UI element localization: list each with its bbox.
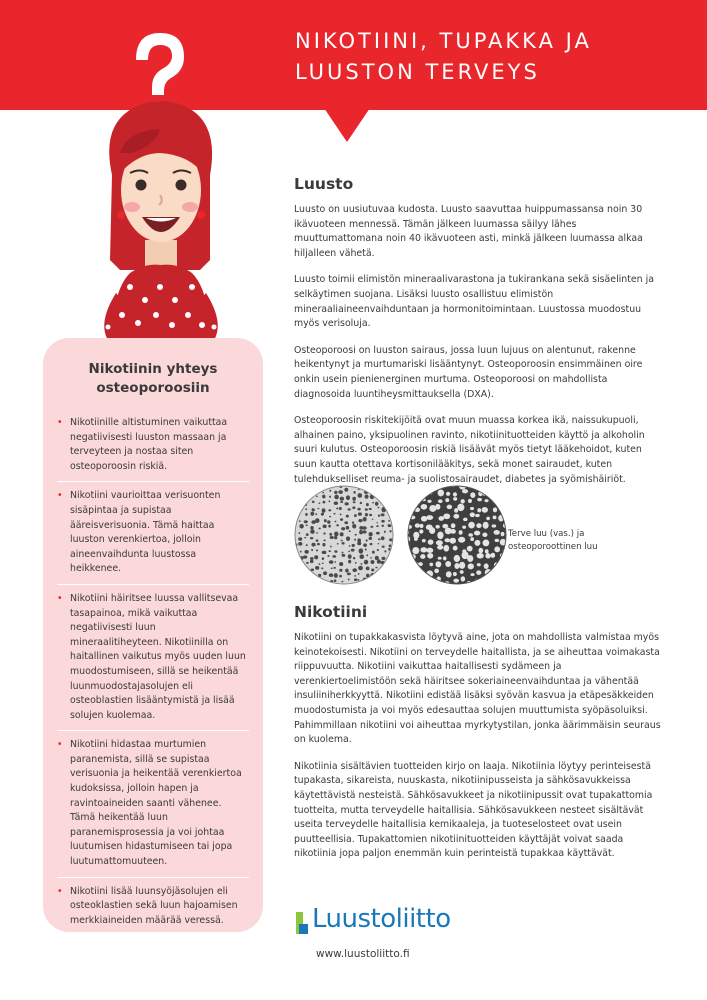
paragraph: Luusto toimii elimistön mineraalivarastona ja tukirankana sekä sisäelinten ja selkäytimen suojana. Lisäksi luusto osallistuu elimistön mineraaliaineenvaihduntaan ja hormonitoimintaan. Luustossa muodostuu myös verisoluja. [294, 274, 654, 330]
paragraph: Luusto on uusiutuvaa kudosta. Luusto saavuttaa huippumassansa noin 30 ikävuoteen mennessä. Tämän jälkeen luumassa säilyy lähes muuttumattomana noin 40 ikävuoteen asti, minkä jälkeen luumassa alkaa hiljalleen vähetä. [294, 204, 643, 259]
figure-caption: Terve luu (vas.) ja osteoporoottinen luu [508, 529, 598, 552]
section-heading: Luusto [294, 175, 354, 193]
paragraph: Osteoporoosi on luuston sairaus, jossa luun lujuus on alentunut, rakenne heikentynyt ja murtumariski lisääntynyt. Osteoporoosin ensimmäinen oire onkin usein pienienerginen murtuma. Osteoporoosi on mahdollista diagnosoida luuntiheysmittauksella (DXA). [294, 344, 643, 400]
sidebar-list [57, 416, 249, 928]
paragraph: Osteoporoosin riskitekijöitä ovat muun muassa korkea ikä, naissukupuoli, alhainen paino, yksipuolinen ravinto, nikotiinituotteiden käyttö ja alkoholin suuri kulutus. Osteoporoosin riskiä lisäävät myös tietyt lääkehoidot, kuten suun kautta otettava kortisonilääkitys, sekä monet sairaudet, kuten tulehdukselliset reuma- ja suolistosairaudet, diabetes ja syömishäiriöt. [294, 415, 645, 485]
list-item: • Nikotiini häiritsee luussa vallitsevaa tasapainoa, mikä vaikuttaa negatiivisesti luun mineraalitiheyteen. Nikotiinilla on haitallinen vaikutus myös uuden luun muodostumiseen, sillä se heikentää luunmuodostajasolujen eli osteoblastien lisääntymistä ja lisää solujen kuolemaa. [57, 584, 249, 723]
section-heading: Nikotiini [294, 603, 368, 621]
list-item: • Nikotiini lisää luunsyöjäsolujen eli osteoklastien sekä luun hajoamisen merkkiaineiden määrää veressä. [57, 877, 249, 929]
title-line-1: NIKOTIINI, TUPAKKA JA [295, 29, 592, 53]
luustoliitto-logo-mark [294, 904, 312, 936]
luustoliitto-logo: Luustoliitto [312, 904, 451, 934]
list-item: • Nikotiini hidastaa murtumien paranemista, sillä se supistaa verisuonia ja heikentää verenkiertoa kudoksissa, jolloin hapen ja ravintoaineiden saanti vähenee. Tämä heikentää luun paranemisprosessia ja voi johtaa luutumisen hidastumiseen tai jopa luutumattomuuteen. [57, 730, 249, 869]
nikotiini-section [294, 603, 666, 874]
list-item: • Nikotiini vaurioittaa verisuonten sisäpintaa ja supistaa ääreisverisuonia. Tämä haittaa luuston verenkiertoa, jolloin aineenvaihdunta luustossa heikkenee. [57, 481, 249, 577]
title-line-2: LUUSTON TERVEYS [295, 60, 540, 84]
website-url[interactable]: www.luustoliitto.fi [316, 948, 410, 960]
osteoporotic-bone-image [403, 485, 508, 585]
nicotine-osteoporosis-box [43, 338, 263, 932]
woman-question-illustration [60, 25, 260, 370]
sidebar-title: Nikotiinin yhteys osteoporoosiin [88, 361, 218, 396]
page-title [295, 26, 592, 88]
header-notch [324, 108, 370, 142]
list-item: • Nikotiinille altistuminen vaikuttaa negatiivisesti luuston massaan ja terveyteen ja nostaa siten osteoporoosin riskiä. [57, 416, 249, 474]
paragraph: Nikotiini on tupakkakasvista löytyvä aine, jota on mahdollista valmistaa myös keinotekoisesti. Nikotiini on terveydelle haitallista, ja se aiheuttaa voimakasta riippuvuutta. Nikotiini vaikuttaa haitallisesti sydämeen ja verenkiertoelimistöön sekä häiritsee sokeriaineenvaihduntaa ja vähentää insuliiniherkkyyttä. Nikotiini edistää lisäksi syövän kasvua ja etäpesäkkeiden muodostumista ja voi myös edesauttaa solujen muuttumista syöpäsoluiksi. Pahimmillaan nikotiini voi aiheuttaa myrkytystilan, jonka äärimmäisin seuraus on kuolema. [294, 632, 661, 746]
paragraph: Nikotiinia sisältävien tuotteiden kirjo on laaja. Nikotiinia löytyy perinteisestä tupakasta, sikareista, nuuskasta, nikotiinipusseista ja sähkösavukkeissa käytettävistä nesteistä. Sähkösavukkeet ja nikotiinipussit ovat tupakattomia tuotteita, mutta terveydelle haitallisia. Sähkösavukkeen nesteet sisältävät useita terveydelle haitallisia kemikaaleja, ja tuoteselosteet ovat usein puutteellisia. Tupakattomien nikotiinituotteiden käyttäjät voivat saada nikotiinia jopa paljon enemmän kuin perinteistä tupakkaa käyttävät. [294, 760, 653, 860]
luusto-section [294, 175, 666, 499]
